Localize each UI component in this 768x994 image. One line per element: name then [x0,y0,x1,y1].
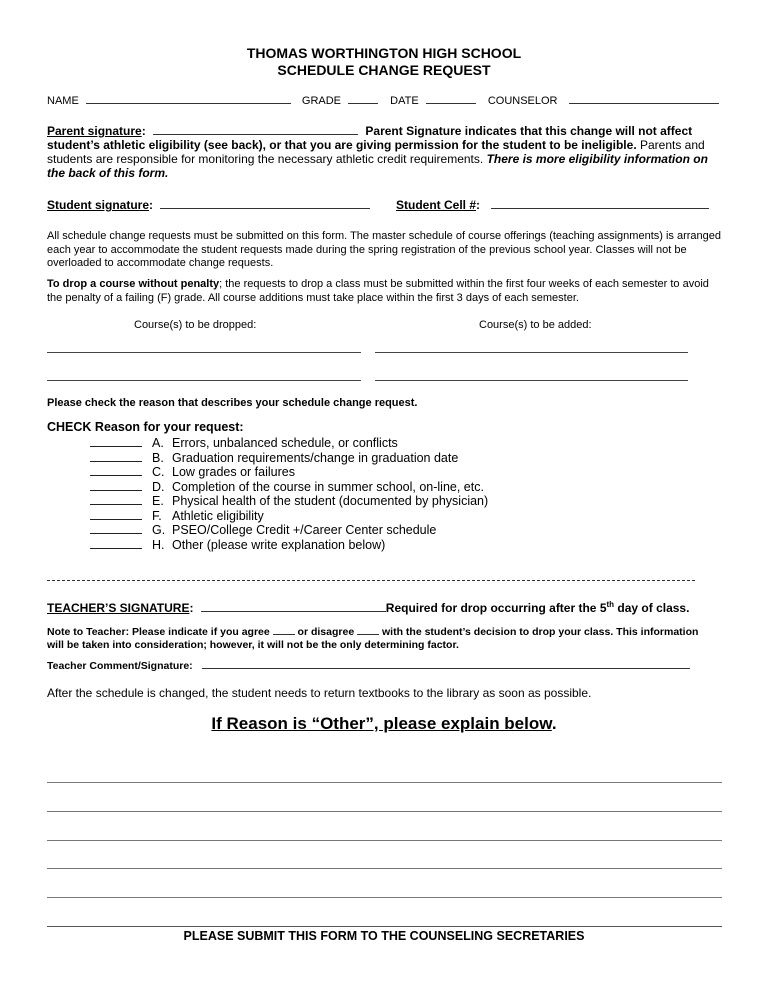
parent-signature-field[interactable] [153,124,358,135]
textbook-notice: After the schedule is changed, the student needs to return textbooks to the library as soon as possible. [47,686,592,700]
explanation-line-1[interactable] [47,782,722,783]
reasons-heading: CHECK Reason for your request: [47,420,244,434]
dropped-course-line-2[interactable] [47,380,361,381]
reason-checkbox[interactable] [90,464,142,476]
dashed-divider [47,580,695,581]
explanation-line-6[interactable] [47,926,722,927]
student-cell-label: Student Cell # [396,198,477,212]
agree-field[interactable] [273,625,295,635]
reason-item-h[interactable]: H. Other (please write explanation below) [90,537,385,552]
explanation-line-4[interactable] [47,868,722,869]
drop-policy-bold: To drop a course without penalty [47,278,220,290]
drop-policy-text: ; the requests to drop a class must be submitted within the first four weeks of each semester to avoid the penalty of a failing (F) grade. All course additions must take place within the first 3 days of each semester. [47,278,709,304]
name-label: NAME [47,95,79,107]
explanation-line-2[interactable] [47,811,722,812]
grade-field[interactable] [348,93,378,104]
disagree-field[interactable] [357,625,379,635]
submission-policy: All schedule change requests must be submitted on this form. The master schedule of course offerings (teaching assignments) is arranged each year to accommodate the student requests made during the spring registration of the previous school year. Classes will not be overloaded to accommodate change requests. [47,230,722,269]
parent-notice-normal: Parents and students are responsible for monitoring the necessary athletic credit requirements. [47,138,705,166]
student-cell-field[interactable] [491,198,709,209]
teacher-signature-field[interactable] [201,601,386,612]
student-cell-row: Student Cell #: [396,198,709,212]
note-to-teacher: Note to Teacher: Please indicate if you agree or disagree with the student’s decision to drop your class. This information will be taken into consideration; however, it will not be the only determining factor. [47,626,699,651]
school-name: THOMAS WORTHINGTON HIGH SCHOOL [246,45,522,61]
teacher-comment-field[interactable] [202,659,690,669]
parent-signature-block: Parent signature: Parent Signature indicates that this change will not affect student’s athletic eligibility (see back), or that you are giving permission for the student to be ineligible. Parents and students are responsible for monitoring the necessary athletic credit requirements. There is more eligibility information on the back of this form. [47,124,708,180]
student-signature-label: Student signature [47,198,150,212]
grade-label: GRADE [301,95,342,107]
added-course-line-2[interactable] [375,380,688,381]
reason-checkbox[interactable] [90,508,142,520]
drop-policy [47,278,727,305]
reason-checkbox[interactable] [90,450,142,462]
reason-item-b[interactable]: B. Graduation requirements/change in graduation date [90,450,458,465]
teacher-comment-row [47,659,690,672]
courses-added-label: Course(s) to be added: [479,319,592,331]
footer-instruction: PLEASE SUBMIT THIS FORM TO THE COUNSELING SECRETARIES [183,929,585,943]
added-course-line-1[interactable] [375,352,688,353]
parent-notice-bold-2: student’s athletic eligibility (see back), or that you are giving permission for the student to be ineligible. [47,138,637,152]
date-label: DATE [390,95,419,107]
info-row [47,93,719,108]
reason-item-f[interactable]: F. Athletic eligibility [90,508,264,523]
other-explanation-heading: If Reason is “Other”, please explain below. [211,714,557,733]
reason-item-d[interactable]: D. Completion of the course in summer school, on-line, etc. [90,479,484,494]
dropped-course-line-1[interactable] [47,352,361,353]
reason-item-a[interactable]: A. Errors, unbalanced schedule, or conflicts [90,435,398,450]
reason-checkbox[interactable] [90,522,142,534]
parent-signature-label: Parent signature [47,124,142,138]
explanation-line-3[interactable] [47,840,722,841]
teacher-signature-row: TEACHER’S SIGNATURE: Required for drop occurring after the 5th day of class. [47,600,690,615]
reason-checkbox[interactable] [90,493,142,505]
teacher-signature-label: TEACHER’S SIGNATURE [47,601,190,615]
parent-notice-bold-1: Parent Signature indicates that this change will not affect [365,124,693,138]
reason-checkbox[interactable] [90,537,142,549]
reason-checkbox[interactable] [90,435,142,447]
reason-checkbox[interactable] [90,479,142,491]
name-field[interactable] [86,93,291,104]
reason-instruction: Please check the reason that describes your schedule change request. [47,397,418,409]
date-field[interactable] [426,93,476,104]
reason-item-g[interactable]: G. PSEO/College Credit +/Career Center schedule [90,522,436,537]
reason-item-c[interactable]: C. Low grades or failures [90,464,295,479]
form-title: SCHEDULE CHANGE REQUEST [277,62,491,78]
counselor-label: COUNSELOR [487,95,558,107]
teacher-comment-label: Teacher Comment/Signature: [47,660,193,672]
reason-item-e[interactable]: E. Physical health of the student (documented by physician) [90,493,488,508]
counselor-field[interactable] [569,93,719,104]
student-signature-field[interactable] [160,198,370,209]
explanation-line-5[interactable] [47,897,722,898]
parent-notice-italic: There is more eligibility information on the back of this form. [47,152,708,180]
courses-dropped-label: Course(s) to be dropped: [134,319,257,331]
student-signature-row: Student signature: [47,198,370,212]
teacher-required-text: Required for drop occurring after the 5th day of class. [385,600,690,615]
